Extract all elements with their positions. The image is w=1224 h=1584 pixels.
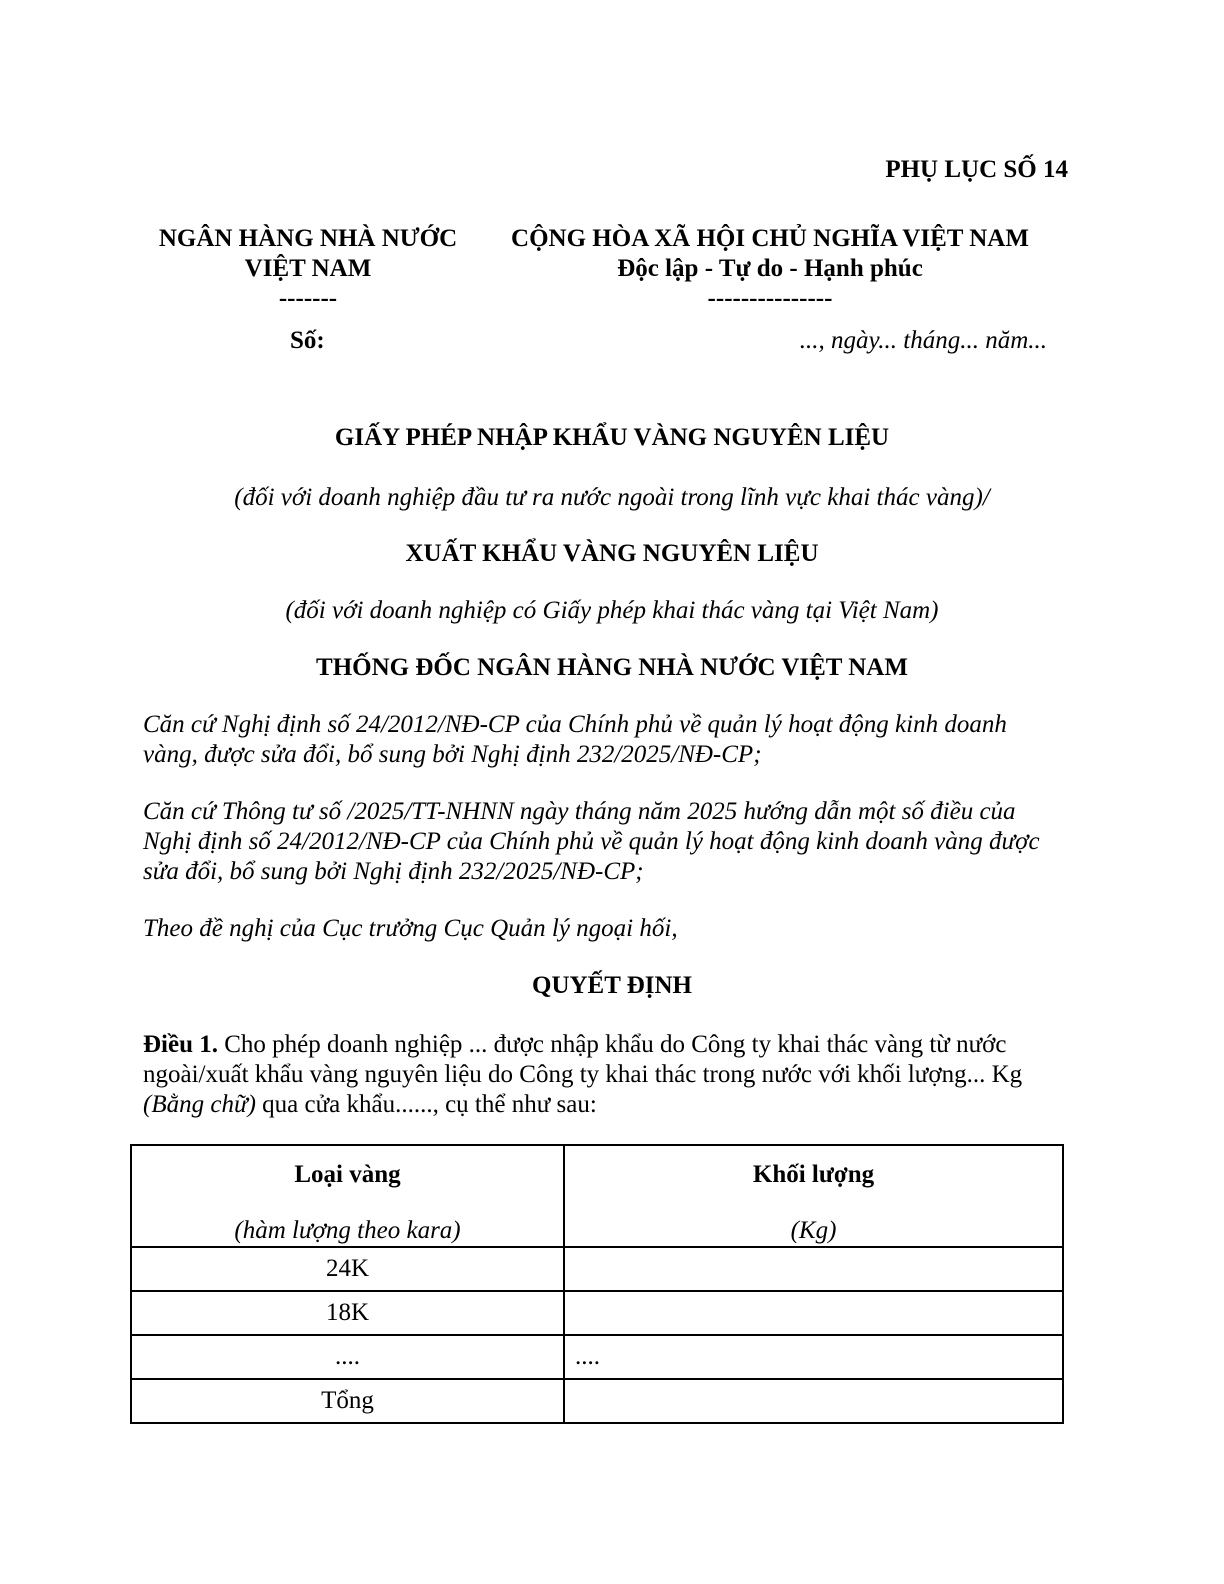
permit-title: GIẤY PHÉP NHẬP KHẨU VÀNG NGUYÊN LIỆU — [334, 424, 890, 451]
total-weight-cell — [564, 1379, 1063, 1423]
gold-type-header: Loại vàng — [294, 1161, 401, 1188]
gold-type-header-cell — [131, 1145, 564, 1247]
total-label: Tổng — [131, 1379, 564, 1423]
nation-divider: --------------- — [707, 285, 833, 312]
permit-note-import: (đối với doanh nghiệp đầu tư ra nước ngoài trong lĩnh vực khai thác vàng)/ — [234, 484, 990, 511]
article-1-text-end: qua cửa khẩu......, cụ thể như sau: — [255, 1091, 597, 1118]
governor-title: THỐNG ĐỐC NGÂN HÀNG NHÀ NƯỚC VIỆT NAM — [316, 654, 908, 681]
issuer-name-line1: NGÂN HÀNG NHÀ NƯỚC — [158, 225, 458, 252]
table-header-row — [131, 1145, 1063, 1247]
table-total-row — [131, 1379, 1063, 1423]
gold-type-unit: (hàm lượng theo kara) — [234, 1217, 461, 1244]
legal-basis-decree: Căn cứ Nghị định số 24/2012/NĐ-CP của Chính phủ về quản lý hoạt động kinh doanh vàng, được sửa đổi, bổ sung bởi Nghị định 232/2025/NĐ-CP; — [143, 711, 1007, 768]
article-1 — [143, 1030, 1063, 1120]
issuer-header — [130, 224, 486, 314]
gold-table — [130, 1144, 1064, 1424]
document-date: ..., ngày... tháng... năm... — [799, 327, 1047, 354]
nation-header — [488, 224, 1052, 314]
article-1-in-words: (Bằng chữ) — [143, 1091, 256, 1118]
weight-header: Khối lượng — [752, 1161, 875, 1188]
legal-basis-circular: Căn cứ Thông tư số /2025/TT-NHNN ngày tháng năm 2025 hướng dẫn một số điều của Nghị định số 24/2012/NĐ-CP của Chính phủ về quản lý hoạt động kinh doanh vàng được sửa đổi, bổ sung bởi Nghị định 232/2025/NĐ-CP; — [143, 798, 1040, 885]
proposal-statement: Theo đề nghị của Cục trưởng Cục Quản lý ngoại hối, — [143, 915, 678, 942]
article-1-text: Cho phép doanh nghiệp ... được nhập khẩu do Công ty khai thác vàng từ nước ngoài/xuất khẩu vàng nguyên liệu do Công ty khai thác trong nước với khối lượng... Kg — [143, 1031, 1023, 1088]
table-row — [131, 1247, 1063, 1291]
article-1-label: Điều 1. — [143, 1031, 218, 1058]
nation-name: CỘNG HÒA XÃ HỘI CHỦ NGHĨA VIỆT NAM — [511, 225, 1029, 252]
weight-cell — [564, 1247, 1063, 1291]
weight-header-cell — [564, 1145, 1063, 1247]
nation-motto: Độc lập - Tự do - Hạnh phúc — [617, 255, 923, 282]
export-title: XUẤT KHẨU VÀNG NGUYÊN LIỆU — [405, 540, 819, 567]
document-number-label: Số: — [290, 327, 325, 354]
weight-cell: .... — [564, 1335, 1063, 1379]
appendix-label: PHỤ LỤC SỐ 14 — [885, 156, 1068, 183]
decision-title: QUYẾT ĐỊNH — [532, 972, 692, 999]
issuer-name-line2: VIỆT NAM — [244, 255, 372, 282]
gold-type-cell: 24K — [131, 1247, 564, 1291]
gold-type-cell: 18K — [131, 1291, 564, 1335]
weight-cell — [564, 1291, 1063, 1335]
permit-note-export: (đối với doanh nghiệp có Giấy phép khai thác vàng tại Việt Nam) — [285, 597, 939, 624]
table-row — [131, 1291, 1063, 1335]
weight-unit: (Kg) — [790, 1217, 837, 1244]
gold-type-cell: .... — [131, 1335, 564, 1379]
table-row — [131, 1335, 1063, 1379]
issuer-divider: ------- — [278, 285, 338, 312]
